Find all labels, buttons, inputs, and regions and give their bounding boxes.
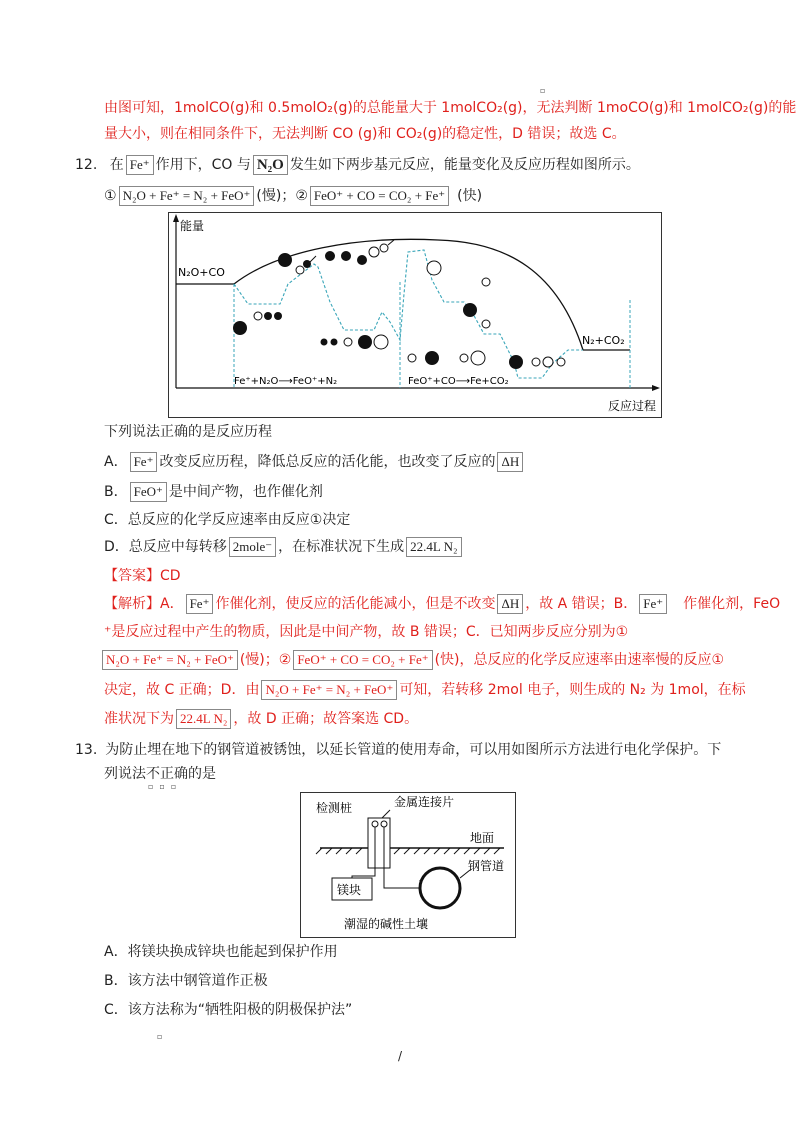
- analysis-line: N₂O + Fe⁺ = N₂ + FeO⁺ (慢)；② FeO⁺ + CO = CO₂ + Fe⁺ (快)，总反应的化学反应速率由速率慢的反应①: [100, 650, 724, 670]
- emphasis-dots: ▫▫▫: [148, 782, 183, 791]
- formula-box: 2mole⁻: [229, 537, 276, 557]
- x-axis-label: 反应过程: [608, 399, 657, 413]
- question-12-stem: 12. 在 Fe⁺ 作用下，CO 与 N₂O 发生如下两步基元反应，能量变化及反应历程如图所示。: [75, 157, 640, 173]
- label-plate: 金属连接片: [394, 795, 455, 809]
- formula-box: 22.4L N₂: [176, 709, 231, 729]
- analysis-line: 【解析】A． Fe⁺ 作催化剂，使反应的活化能减小，但是不改变 ΔH ，故 A 错误；B． Fe⁺ 作催化剂，FeO: [104, 596, 781, 612]
- reaction-1-label: Fe⁺+N₂O⟶FeO⁺+N₂: [234, 376, 338, 387]
- formula-box: Fe⁺: [639, 594, 667, 614]
- scan-mark: ▫: [157, 1032, 163, 1041]
- option-13-c: C．该方法称为“牺牲阳极的阴极保护法”: [104, 1002, 353, 1018]
- formula-box: ΔH: [497, 452, 523, 472]
- question-number: 13.: [75, 742, 98, 758]
- prev-answer-line: 量大小，则在相同条件下，无法判断 CO (g)和 CO₂(g)的稳定性，D 错误；故选 C。: [104, 126, 626, 142]
- question-number: 12.: [75, 157, 98, 173]
- equation-box: N₂O + Fe⁺ = N₂ + FeO⁺: [102, 650, 238, 670]
- question-13-stem-line2: 列说法不正确的是: [104, 766, 216, 782]
- option-12-a: A． Fe⁺ 改变反应历程，降低总反应的活化能，也改变了反应的 ΔH: [104, 452, 525, 472]
- equation-box: N₂O + Fe⁺ = N₂ + FeO⁺: [261, 680, 397, 700]
- question-12-prompt: 下列说法正确的是反应历程: [104, 424, 272, 440]
- analysis-line: 准状况下为 22.4L N₂ ，故 D 正确；故答案选 CD。: [104, 711, 419, 727]
- analysis-line: ⁺是反应过程中产生的物质，因此是中间产物，故 B 错误；C．已知两步反应分别为①: [104, 624, 629, 640]
- formula-box: ΔH: [497, 594, 523, 614]
- energy-diagram: [168, 212, 662, 418]
- end-label: N₂+CO₂: [582, 334, 625, 347]
- equation-box: N₂O + Fe⁺ = N₂ + FeO⁺: [119, 186, 255, 206]
- question-13-stem: 13. 为防止埋在地下的钢管道被锈蚀，以延长管道的使用寿命，可以用如图所示方法进行电化学保护。下: [75, 742, 722, 758]
- y-axis-label: 能量: [180, 219, 205, 233]
- option-13-b: B．该方法中钢管道作正极: [104, 973, 268, 989]
- reaction-2-label: FeO⁺+CO⟶Fe+CO₂: [408, 376, 509, 387]
- answer-12: 【答案】CD: [104, 568, 181, 584]
- formula-box: FeO⁺: [130, 482, 167, 502]
- scan-mark: ▫: [540, 86, 546, 95]
- option-12-d: D．总反应中每转移 2mole⁻ ，在标准状况下生成 22.4L N₂: [104, 537, 464, 557]
- formula-box: Fe⁺: [186, 594, 214, 614]
- page-footer-mark: /: [398, 1049, 403, 1063]
- equation-box: FeO⁺ + CO = CO₂ + Fe⁺: [310, 186, 449, 206]
- option-12-b: B． FeO⁺ 是中间产物，也作催化剂: [104, 484, 323, 500]
- option-12-c: C．总反应的化学反应速率由反应①决定: [104, 512, 351, 528]
- prev-answer-line: 由图可知，1molCO(g)和 0.5molO₂(g)的总能量大于 1molCO₂(g)，无法判断 1moCO(g)和 1molCO₂(g)的能: [104, 100, 797, 116]
- label-soil: 潮湿的碱性土壤: [344, 917, 429, 931]
- label-block: 镁块: [337, 883, 362, 897]
- start-label: N₂O+CO: [178, 266, 225, 279]
- label-post: 检测桩: [316, 801, 353, 815]
- formula-box: Fe⁺: [130, 452, 158, 472]
- formula-box: 22.4L N₂: [406, 537, 461, 557]
- equation-box: FeO⁺ + CO = CO₂ + Fe⁺: [293, 650, 432, 670]
- label-ground: 地面: [470, 831, 495, 845]
- analysis-line: 决定，故 C 正确；D．由 N₂O + Fe⁺ = N₂ + FeO⁺ 可知，若转移 2mol 电子，则生成的 N₂ 为 1mol，在标: [104, 682, 746, 698]
- question-12-equations: ① N₂O + Fe⁺ = N₂ + FeO⁺ (慢)；② FeO⁺ + CO = CO₂ + Fe⁺ (快): [104, 188, 483, 204]
- formula-box: N₂O: [253, 155, 288, 175]
- pipe-protection-diagram: [300, 792, 516, 938]
- formula-box: Fe⁺: [126, 155, 154, 175]
- label-pipe: 钢管道: [468, 859, 505, 873]
- option-13-a: A．将镁块换成锌块也能起到保护作用: [104, 944, 338, 960]
